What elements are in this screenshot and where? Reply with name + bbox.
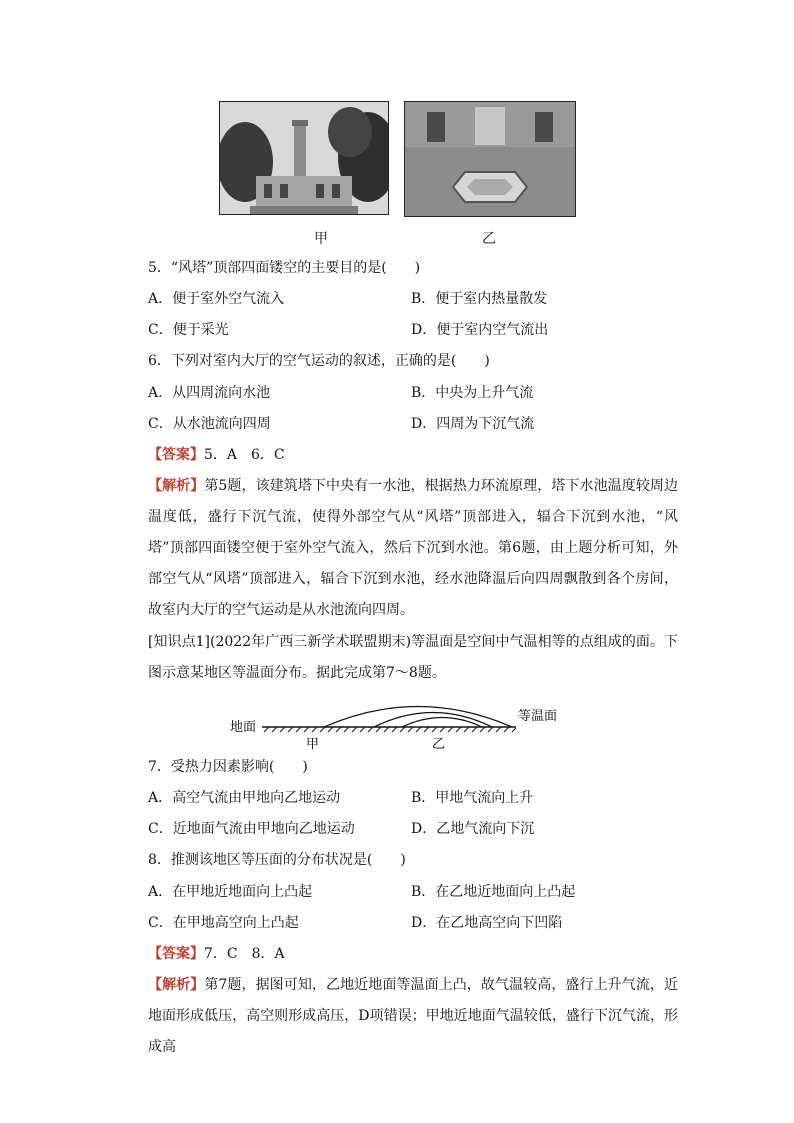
question-7-option-d: D．乙地气流向下沉 — [411, 821, 535, 837]
answer-text: 7．C 8．A — [204, 946, 285, 962]
analysis-block-1 — [148, 471, 678, 626]
question-7-stem: 7．受热力因素影响( ) — [148, 759, 308, 775]
point-yi-label: 乙 — [432, 736, 446, 751]
question-6-option-b: B．中央为上升气流 — [411, 385, 534, 401]
isotherm-inner — [402, 718, 482, 728]
question-6-option-d: D．四周为下沉气流 — [411, 416, 535, 432]
wind-tower-photo — [219, 101, 389, 215]
question-5-option-c: C．便于采光 — [148, 322, 229, 338]
analysis-tag: 【解析】 — [148, 977, 205, 993]
answer-block-1 — [148, 445, 285, 465]
answer-tag: 【答案】 — [148, 946, 204, 962]
ground-label: 地面 — [230, 719, 257, 734]
question-7-option-a: A．高空气流由甲地向乙地运动 — [148, 790, 341, 806]
question-6-option-a: A．从四周流向水池 — [148, 385, 271, 401]
analysis-block-2 — [148, 970, 678, 1063]
analysis-text: 第7题，据图可知，乙地近地面等温面上凸，故气温较高，盛行上升气流，近地面形成低压，高空则形成高压，D项错误；甲地近地面气温较低，盛行下沉气流，形成高 — [148, 977, 679, 1055]
photo-caption-yi: 乙 — [482, 231, 496, 247]
answer-block-2 — [148, 944, 285, 964]
answer-tag: 【答案】 — [148, 447, 204, 463]
isotherm-outer — [324, 707, 512, 728]
isotherm-diagram — [228, 700, 568, 754]
question-6-option-c: C．从水池流向四周 — [148, 416, 271, 432]
question-8-option-d: D．在乙地高空向下凹陷 — [411, 915, 563, 931]
question-5-option-a: A．便于室外空气流入 — [148, 291, 285, 307]
question-5-stem: 5．“风塔”顶部四面镂空的主要目的是( ) — [148, 260, 421, 276]
answer-text: 5．A 6．C — [204, 447, 285, 463]
isotherm-label: 等温面 — [518, 708, 558, 723]
question-8-stem: 8．推测该地区等压面的分布状况是( ) — [148, 852, 406, 868]
isotherm-middle — [374, 713, 492, 728]
photo-caption-jia: 甲 — [314, 231, 328, 247]
question-5-option-d: D．便于室内空气流出 — [411, 322, 549, 338]
question-6-stem: 6．下列对室内大厅的空气运动的叙述，正确的是( ) — [148, 353, 490, 369]
question-8-option-a: A．在甲地近地面向上凸起 — [148, 884, 313, 900]
question-8-option-c: C．在甲地高空向上凸起 — [148, 915, 299, 931]
question-8-option-b: B．在乙地近地面向上凸起 — [411, 884, 576, 900]
point-jia-label: 甲 — [306, 736, 320, 751]
question-5-option-b: B．便于室内热量散发 — [411, 291, 548, 307]
analysis-text: 第5题，该建筑塔下中央有一水池，根据热力环流原理，塔下水池温度较周边温度低，盛行下沉气流，使得外部空气从“风塔”顶部进入，辐合下沉到水池，“风塔”顶部四面镂空便于室外空气流入，然后下沉到水池。第6题，由上题分析可知，外部空气从“风塔”顶部进入，辐合下沉到水池，经水池降温后向四周飘散到各个房间，故室内大厅的空气运动是从水池流向四周。 — [148, 478, 679, 618]
analysis-tag: 【解析】 — [148, 478, 205, 494]
question-7-option-c: C．近地面气流由甲地向乙地运动 — [148, 821, 355, 837]
knowledge-point-intro: [知识点1](2022年广西三新学术联盟期末)等温面是空间中气温相等的点组成的面。下图示意某地区等温面分布。据此完成第7～8题。 — [148, 634, 678, 681]
wind-tower-building-icon — [220, 102, 388, 214]
question-7-option-b: B．甲地气流向上升 — [411, 790, 534, 806]
interior-hall-photo — [404, 101, 576, 217]
interior-pool-icon — [405, 102, 575, 216]
